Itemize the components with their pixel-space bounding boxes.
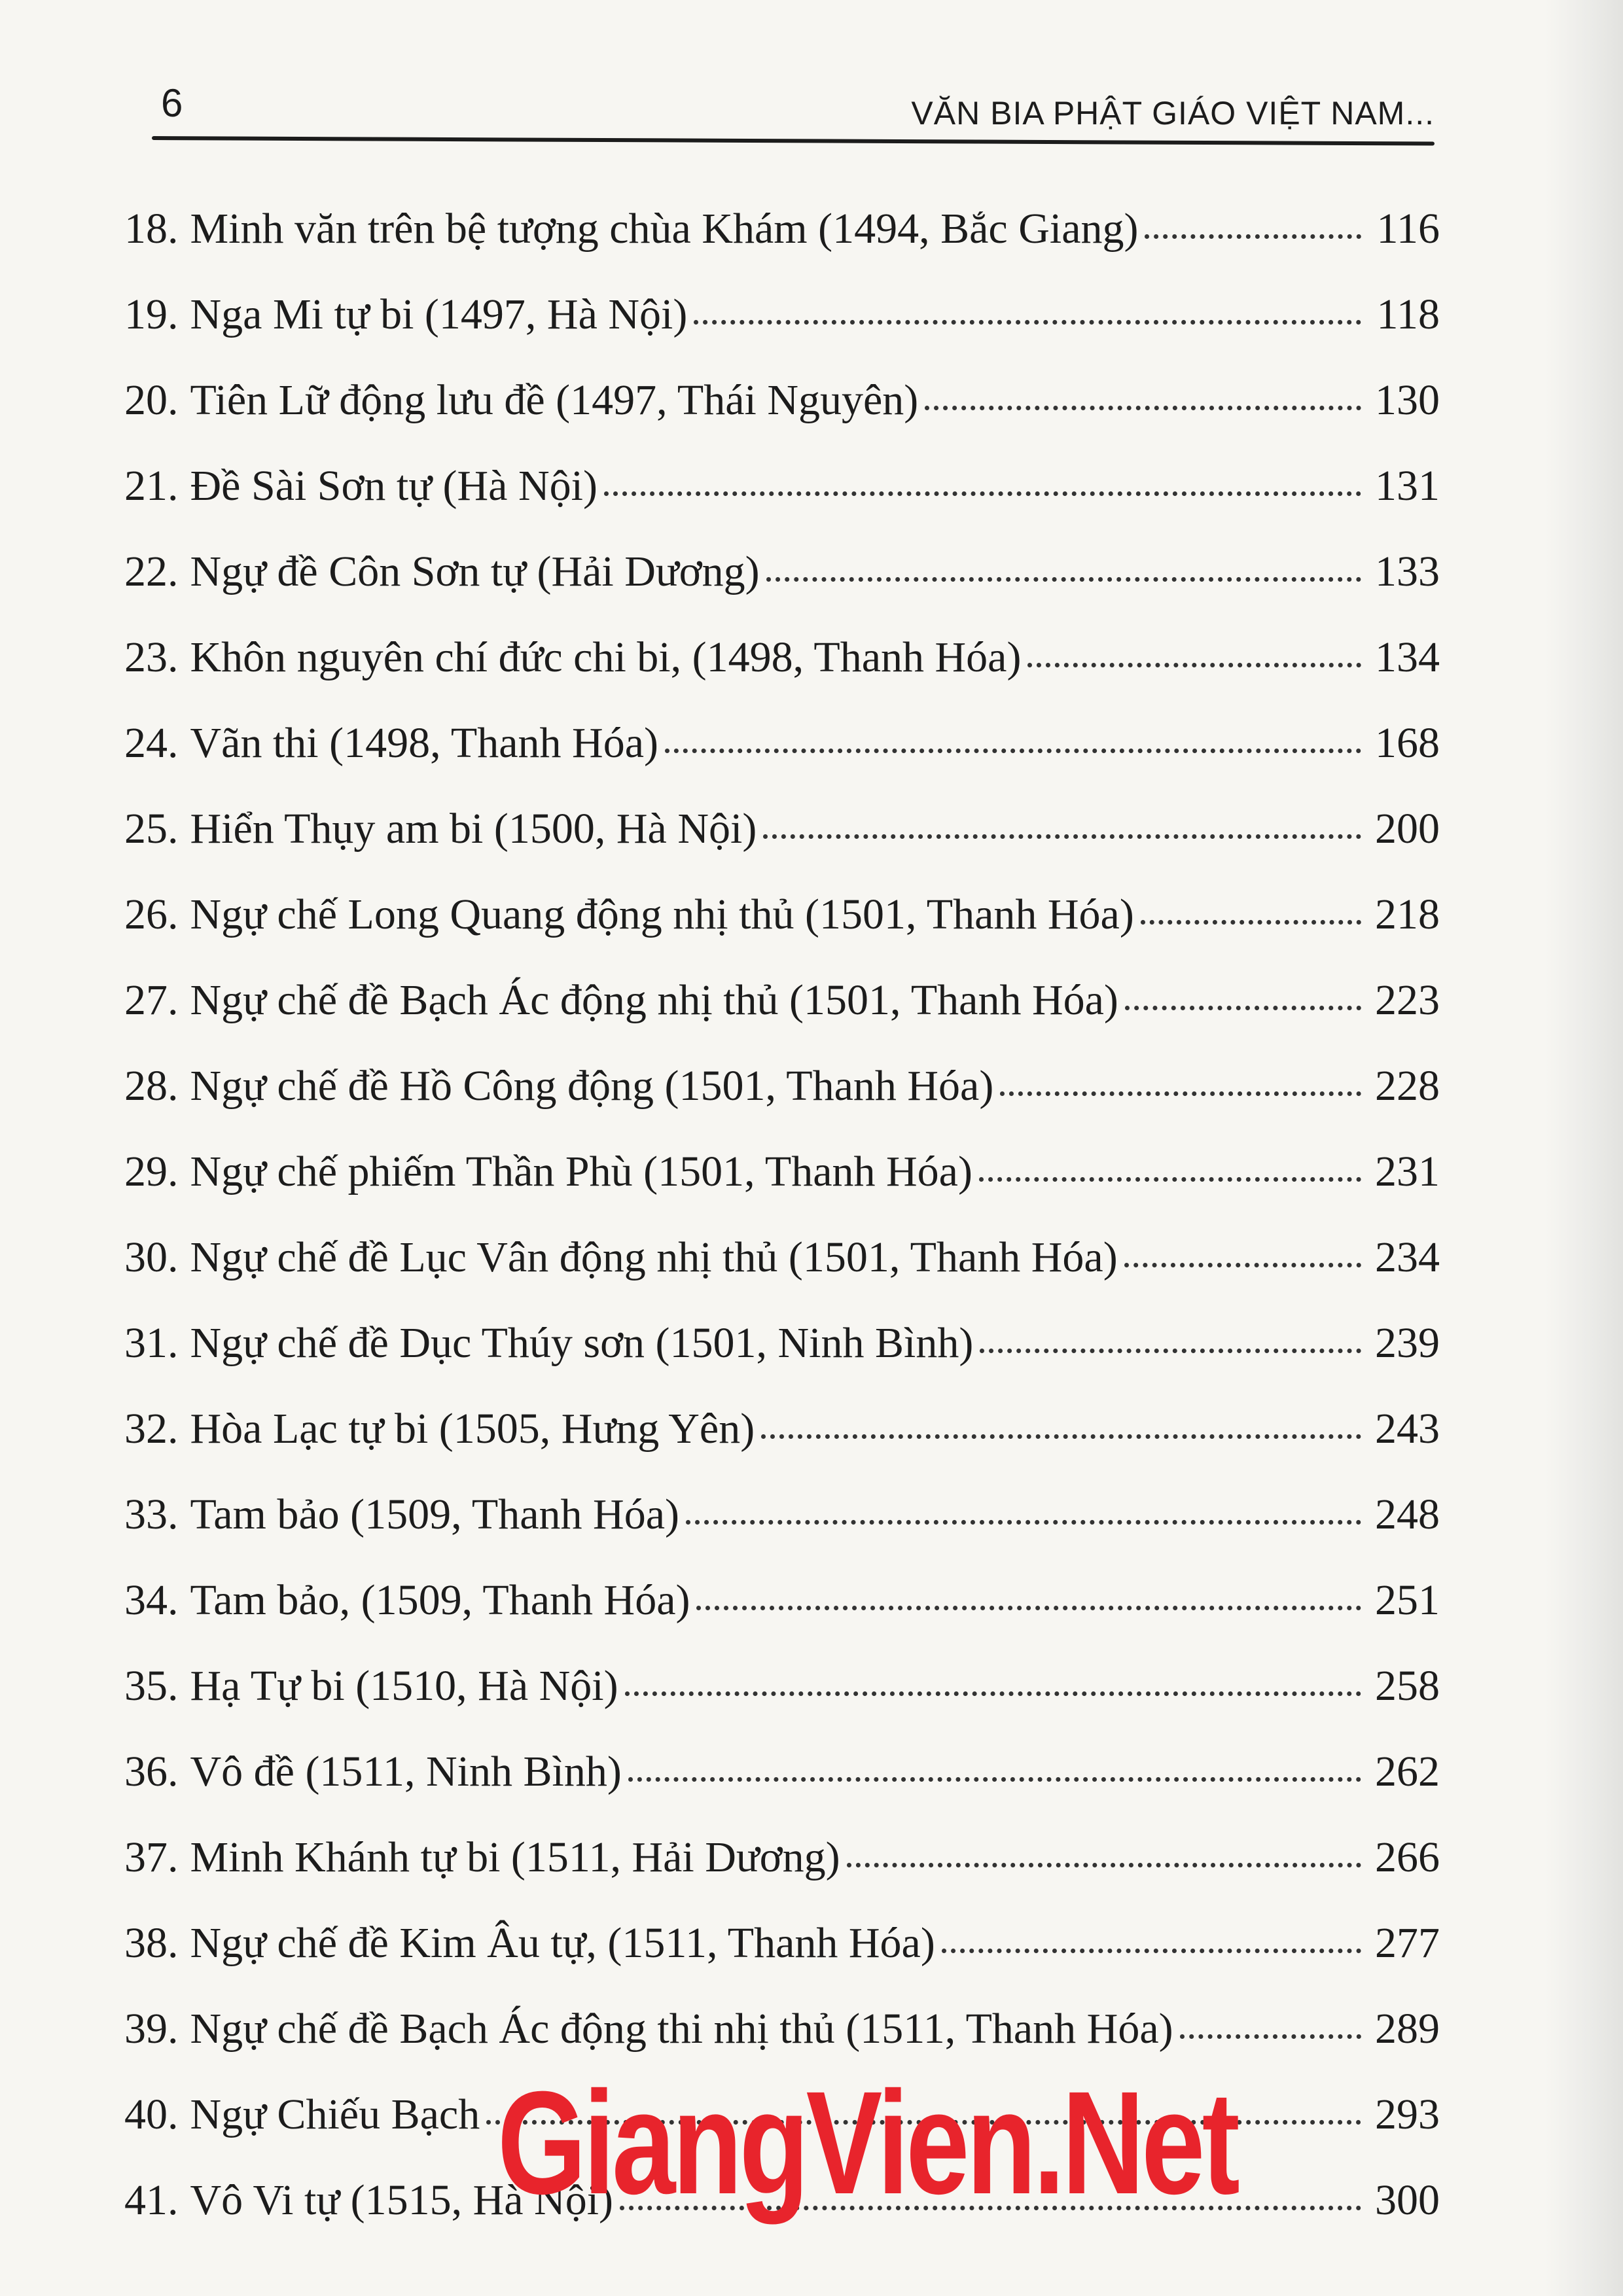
toc-leader-dots <box>1180 2034 1361 2039</box>
toc-entry-page: 231 <box>1375 1148 1440 1195</box>
toc-entry <box>124 614 1440 700</box>
toc-entry <box>124 1557 1440 1643</box>
toc-entry-page: 277 <box>1375 1919 1440 1967</box>
toc-entry-number: 29. <box>124 1148 179 1195</box>
toc-leader-dots <box>1124 1263 1361 1267</box>
toc-leader-dots <box>686 1520 1361 1525</box>
toc-entry-page: 248 <box>1375 1491 1440 1538</box>
toc-entry-number: 19. <box>124 291 179 338</box>
toc-entry-title: Hiển Thụy am bi (1500, Hà Nội) <box>190 805 757 853</box>
toc-entry-title: Ngự chế phiếm Thần Phù (1501, Thanh Hóa) <box>190 1148 972 1195</box>
toc-entry-number: 36. <box>124 1748 179 1795</box>
toc-entry-number: 28. <box>124 1062 179 1110</box>
toc-leader-dots <box>979 1177 1361 1182</box>
toc-entry <box>124 529 1440 614</box>
toc-entry-number: 26. <box>124 891 179 938</box>
toc-entry <box>124 700 1440 786</box>
toc-entry <box>124 1900 1440 1986</box>
toc-leader-dots <box>625 1691 1361 1696</box>
toc-entry-page: 293 <box>1375 2091 1440 2138</box>
toc-entry <box>124 1214 1440 1300</box>
toc-entry-page: 131 <box>1375 462 1440 510</box>
watermark-logo: GiangVien.Net <box>497 2061 1238 2225</box>
toc-entry-number: 32. <box>124 1405 179 1453</box>
toc-entry-number: 21. <box>124 462 179 510</box>
toc-entry-title: Ngự đề Côn Sơn tự (Hải Dương) <box>190 548 760 595</box>
toc-leader-dots <box>942 1949 1361 1953</box>
toc-entry-title: Vô đề (1511, Ninh Bình) <box>190 1748 622 1795</box>
toc-entry-page: 228 <box>1375 1062 1440 1110</box>
toc-entry-title: Ngự Chiếu Bạch <box>190 2091 480 2138</box>
toc-entry-number: 35. <box>124 1662 179 1710</box>
toc-entry-number: 24. <box>124 719 179 767</box>
toc-entry-title: Ngự chế đề Bạch Ác động thi nhị thủ (1511, Thanh Hóa) <box>190 2005 1173 2053</box>
toc-entry <box>124 786 1440 872</box>
toc-entry-page: 218 <box>1375 891 1440 938</box>
toc-entry <box>124 872 1440 957</box>
toc-entry-title: Hòa Lạc tự bi (1505, Hưng Yên) <box>190 1405 755 1453</box>
toc-entry-page: 243 <box>1375 1405 1440 1453</box>
toc-leader-dots <box>1125 1006 1361 1010</box>
toc-leader-dots <box>980 1349 1361 1353</box>
page-number: 6 <box>161 81 183 125</box>
toc-entry-title: Ngự chế đề Kim Âu tự, (1511, Thanh Hóa) <box>190 1919 935 1967</box>
toc-entry-title: Minh Khánh tự bi (1511, Hải Dương) <box>190 1833 840 1881</box>
toc-entry <box>124 272 1440 357</box>
toc-entry-page: 289 <box>1375 2005 1440 2053</box>
table-of-contents <box>124 186 1440 2243</box>
toc-entry-title: Hạ Tự bi (1510, Hà Nội) <box>190 1662 618 1710</box>
toc-entry-title: Nga Mi tự bi (1497, Hà Nội) <box>190 291 688 338</box>
toc-entry-number: 39. <box>124 2005 179 2053</box>
toc-entry-number: 20. <box>124 376 179 424</box>
toc-entry-title: Ngự chế Long Quang động nhị thủ (1501, Thanh Hóa) <box>190 891 1134 938</box>
toc-entry-page: 133 <box>1375 548 1440 595</box>
toc-entry-page: 168 <box>1375 719 1440 767</box>
toc-leader-dots <box>763 834 1361 839</box>
toc-entry-page: 134 <box>1375 633 1440 681</box>
toc-entry-title: Minh văn trên bệ tượng chùa Khám (1494, Bắc Giang) <box>190 205 1139 253</box>
toc-leader-dots <box>665 749 1361 753</box>
toc-entry-title: Ngự chế đề Dục Thúy sơn (1501, Ninh Bình) <box>190 1319 974 1367</box>
toc-entry-page: 116 <box>1376 205 1440 253</box>
toc-leader-dots <box>1141 920 1361 925</box>
toc-entry <box>124 186 1440 272</box>
toc-entry-title: Vô Vi tự (1515, Hà Nội) <box>190 2176 614 2224</box>
toc-leader-dots <box>766 577 1361 582</box>
toc-entry-page: 266 <box>1375 1833 1440 1881</box>
running-title: VĂN BIA PHẬT GIÁO VIỆT NAM... <box>911 95 1435 132</box>
toc-entry-number: 31. <box>124 1319 179 1367</box>
toc-entry-page: 251 <box>1375 1576 1440 1624</box>
toc-entry-title: Ngự chế đề Lục Vân động nhị thủ (1501, Thanh Hóa) <box>190 1233 1118 1281</box>
toc-entry-title: Ngự chế đề Bạch Ác động nhị thủ (1501, Thanh Hóa) <box>190 976 1118 1024</box>
toc-entry-number: 40. <box>124 2091 179 2138</box>
toc-entry-number: 23. <box>124 633 179 681</box>
toc-leader-dots <box>925 406 1361 410</box>
toc-entry <box>124 1300 1440 1386</box>
toc-leader-dots <box>1027 663 1361 667</box>
toc-entry-title: Khôn nguyên chí đức chi bi, (1498, Thanh Hóa) <box>190 633 1022 681</box>
toc-entry-number: 38. <box>124 1919 179 1967</box>
toc-entry-page: 130 <box>1375 376 1440 424</box>
page-edge-shadow <box>1544 0 1623 2296</box>
toc-entry-page: 239 <box>1375 1319 1440 1367</box>
toc-entry <box>124 957 1440 1043</box>
toc-entry-title: Tiên Lữ động lưu đề (1497, Thái Nguyên) <box>190 376 919 424</box>
toc-leader-dots <box>761 1434 1361 1439</box>
toc-entry-number: 18. <box>124 205 179 253</box>
toc-leader-dots <box>847 1863 1361 1867</box>
toc-entry-number: 27. <box>124 976 179 1024</box>
toc-entry-page: 300 <box>1375 2176 1440 2224</box>
toc-entry-title: Ngự chế đề Hồ Công động (1501, Thanh Hóa) <box>190 1062 994 1110</box>
toc-entry-number: 33. <box>124 1491 179 1538</box>
toc-entry-number: 41. <box>124 2176 179 2224</box>
toc-entry <box>124 1986 1440 2072</box>
toc-entry-page: 223 <box>1375 976 1440 1024</box>
toc-leader-dots <box>696 1606 1361 1610</box>
toc-entry-title: Tam bảo, (1509, Thanh Hóa) <box>190 1576 690 1624</box>
toc-entry <box>124 1472 1440 1557</box>
toc-entry-page: 200 <box>1375 805 1440 853</box>
toc-leader-dots <box>1000 1091 1361 1096</box>
toc-entry-title: Đề Sài Sơn tự (Hà Nội) <box>190 462 597 510</box>
toc-entry-number: 37. <box>124 1833 179 1881</box>
toc-entry <box>124 1814 1440 1900</box>
toc-entry-page: 258 <box>1375 1662 1440 1710</box>
toc-leader-dots <box>1145 234 1361 239</box>
toc-entry <box>124 1729 1440 1814</box>
toc-leader-dots <box>694 320 1361 325</box>
toc-entry <box>124 1643 1440 1729</box>
toc-entry <box>124 443 1440 529</box>
toc-entry-page: 262 <box>1375 1748 1440 1795</box>
toc-entry-title: Vãn thi (1498, Thanh Hóa) <box>190 719 658 767</box>
toc-entry-number: 30. <box>124 1233 179 1281</box>
toc-leader-dots <box>604 491 1361 496</box>
toc-leader-dots <box>628 1777 1361 1782</box>
toc-entry-page: 118 <box>1376 291 1440 338</box>
toc-entry <box>124 1043 1440 1129</box>
toc-entry-number: 25. <box>124 805 179 853</box>
toc-entry <box>124 1129 1440 1214</box>
toc-entry-title: Tam bảo (1509, Thanh Hóa) <box>190 1491 679 1538</box>
toc-entry <box>124 357 1440 443</box>
toc-entry-number: 22. <box>124 548 179 595</box>
toc-entry <box>124 1386 1440 1472</box>
toc-entry-number: 34. <box>124 1576 179 1624</box>
toc-entry-page: 234 <box>1375 1233 1440 1281</box>
